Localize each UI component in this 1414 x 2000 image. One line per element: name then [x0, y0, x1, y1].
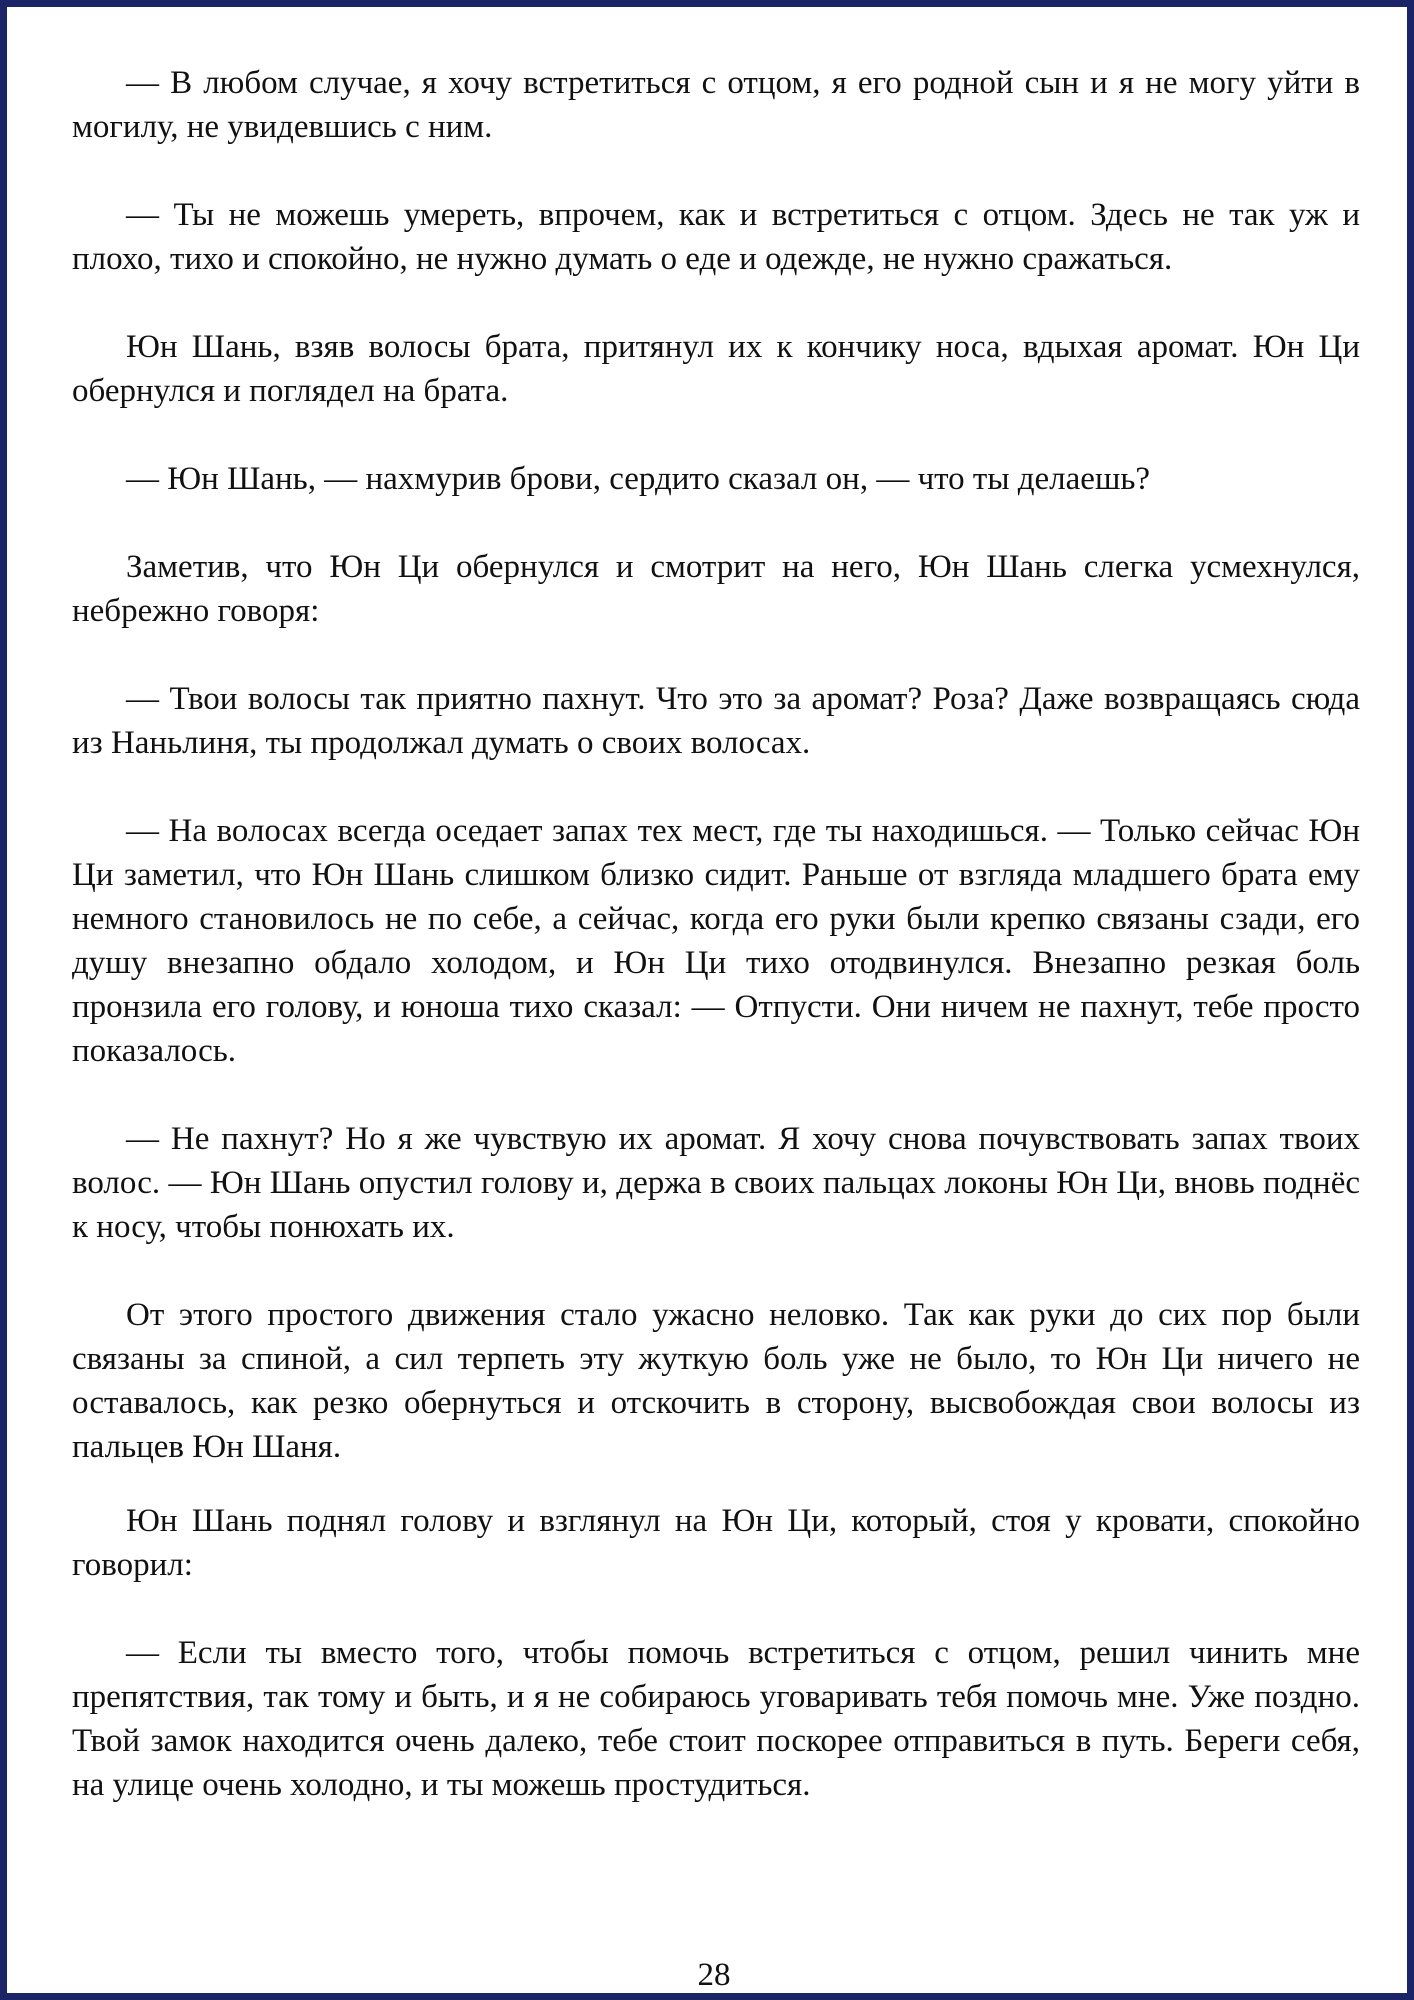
paragraph-2: — Ты не можешь умереть, впрочем, как и встретиться с отцом. Здесь не так уж и плохо, тихо и спокойно, не нужно думать о еде и одежде, не нужно сражаться. — [72, 197, 1360, 277]
page-number: 28 — [697, 1957, 731, 1993]
paragraph-9: От этого простого движения стало ужасно неловко. Так как руки до сих пор были связаны за спиной, а сил терпеть эту жуткую боль уже не было, то Юн Ци ничего не оставалось, как резко обернуться и отскочить в сторону, высвобождая свои волосы из пальцев Юн Шаня. — [72, 1297, 1360, 1465]
paragraph-6: — Твои волосы так приятно пахнут. Что это за аромат? Роза? Даже возвращаясь сюда из Наньлиня, ты продолжал думать о своих волосах. — [72, 681, 1360, 761]
paragraph-3: Юн Шань, взяв волосы брата, притянул их к кончику носа, вдыхая аромат. Юн Ци обернулся и поглядел на брата. — [72, 329, 1360, 409]
paragraph-10: Юн Шань поднял голову и взглянул на Юн Ци, который, стоя у кровати, спокойно говорил: — [72, 1503, 1360, 1583]
paragraph-4: — Юн Шань, — нахмурив брови, сердито сказал он, — что ты делаешь? — [126, 461, 1151, 497]
paragraph-7: — На волосах всегда оседает запах тех мест, где ты находишься. — Только сейчас Юн Ци заметил, что Юн Шань слишком близко сидит. Раньше от взгляда младшего брата ему немного становилось не по себе, а сейчас, когда его руки были крепко связаны сзади, его душу внезапно обдало холодом, и Юн Ци тихо отодвинулся. Внезапно резкая боль пронзила его голову, и юноша тихо сказал: — Отпусти. Они ничем не пахнут, тебе просто показалось. — [72, 813, 1360, 1069]
paragraph-8: — Не пахнут? Но я же чувствую их аромат. Я хочу снова почувствовать запах твоих волос. — Юн Шань опустил голову и, держа в своих пальцах локоны Юн Ци, вновь поднёс к носу, чтобы понюхать их. — [72, 1121, 1360, 1245]
document-body — [72, 61, 1360, 1851]
paragraph-11: — Если ты вместо того, чтобы помочь встретиться с отцом, решил чинить мне препятствия, так тому и быть, и я не собираюсь уговаривать тебя помочь мне. Уже поздно. Твой замок находится очень далеко, тебе стоит поскорее отправиться в путь. Береги себя, на улице очень холодно, и ты можешь простудиться. — [72, 1635, 1360, 1803]
paragraph-1: — В любом случае, я хочу встретиться с отцом, я его родной сын и я не могу уйти в могилу, не увидевшись с ним. — [72, 65, 1360, 145]
paragraph-5: Заметив, что Юн Ци обернулся и смотрит на него, Юн Шань слегка усмехнулся, небрежно говоря: — [72, 549, 1360, 629]
